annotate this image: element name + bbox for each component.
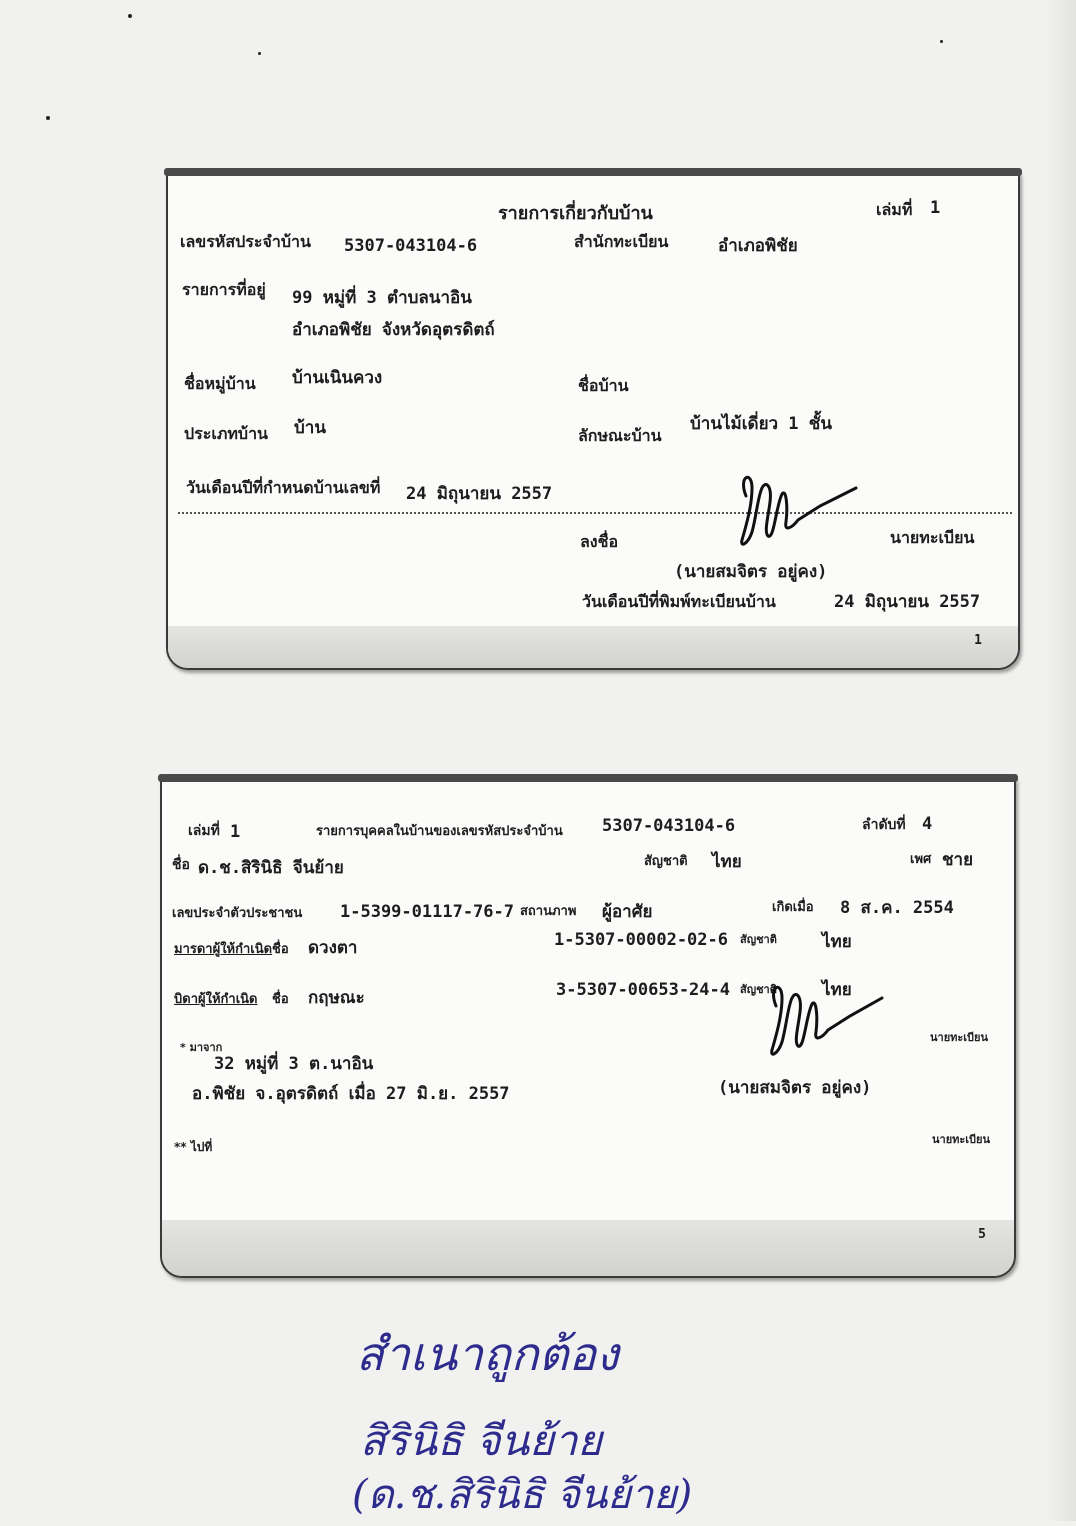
dotted-separator bbox=[178, 512, 1012, 514]
house-name-label: ชื่อบ้าน bbox=[578, 376, 629, 395]
moved-to-label: ** ไปที่ bbox=[174, 1140, 213, 1154]
house-type-label: ประเภทบ้าน bbox=[184, 424, 268, 443]
moved-from-line-2: อ.พิชัย จ.อุตรดิตถ์ เมื่อ 27 มิ.ย. 2557 bbox=[192, 1084, 510, 1104]
order-label: ลำดับที่ bbox=[862, 817, 906, 833]
registrar-name: (นายสมจิตร อยู่คง) bbox=[718, 1078, 872, 1098]
father-name: กฤษณะ bbox=[308, 988, 365, 1008]
paper-speck bbox=[940, 40, 943, 43]
father-name-label: ชื่อ bbox=[272, 992, 289, 1007]
house-number: 5307-043104-6 bbox=[602, 816, 736, 836]
name-label: ชื่อ bbox=[172, 857, 190, 873]
mother-name: ดวงตา bbox=[308, 938, 358, 958]
status: ผู้อาศัย bbox=[602, 902, 653, 922]
print-date: 24 มิถุนายน 2557 bbox=[834, 592, 981, 612]
village-label: ชื่อหมู่บ้าน bbox=[184, 374, 256, 393]
nationality: ไทย bbox=[712, 852, 742, 872]
registry-office-label: สำนักทะเบียน bbox=[574, 232, 669, 251]
mother-name-label: ชื่อ bbox=[272, 942, 289, 957]
house-style-label: ลักษณะบ้าน bbox=[578, 426, 662, 445]
print-date-label: วันเดือนปีที่พิมพ์ทะเบียนบ้าน bbox=[582, 592, 776, 611]
birth-date: 8 ส.ค. 2554 bbox=[840, 898, 954, 918]
registry-office: อำเภอพิชัย bbox=[718, 236, 798, 256]
father-nationality-label: สัญชาติ bbox=[740, 983, 777, 996]
sign-label: ลงชื่อ bbox=[580, 532, 619, 551]
mother-id: 1-5307-00002-02-6 bbox=[554, 930, 728, 950]
house-style: บ้านไม้เดี่ยว 1 ชั้น bbox=[690, 414, 832, 434]
book-number: 1 bbox=[930, 198, 941, 218]
assigned-date: 24 มิถุนายน 2557 bbox=[406, 484, 553, 504]
book-label: เล่มที่ bbox=[188, 823, 220, 839]
house-number-label: เลขรหัสประจำบ้าน bbox=[180, 232, 311, 251]
mother-nationality-label: สัญชาติ bbox=[740, 933, 777, 946]
registrar-label-2: นายทะเบียน bbox=[932, 1133, 991, 1146]
status-label: สถานภาพ bbox=[520, 904, 577, 919]
address-label: รายการที่อยู่ bbox=[182, 280, 266, 299]
book-number: 1 bbox=[230, 822, 241, 842]
page-number: 5 bbox=[978, 1227, 986, 1242]
house-number: 5307-043104-6 bbox=[344, 236, 478, 256]
house-details-card bbox=[166, 172, 1020, 670]
born-label: เกิดเมื่อ bbox=[772, 900, 814, 915]
mother-label: มารดาผู้ให้กำเนิด bbox=[174, 942, 273, 957]
nationality-label: สัญชาติ bbox=[644, 854, 688, 869]
house-card-title: รายการเกี่ยวกับบ้าน bbox=[498, 203, 653, 224]
moved-from-line-1: 32 หมู่ที่ 3 ต.นาอิน bbox=[214, 1054, 374, 1074]
person-details-card bbox=[160, 778, 1016, 1278]
village-name: บ้านเนินควง bbox=[292, 368, 383, 388]
paper-edge bbox=[1046, 0, 1076, 1521]
assigned-date-label: วันเดือนปีที่กำหนดบ้านเลขที่ bbox=[186, 478, 381, 497]
moved-from-label: * มาจาก bbox=[180, 1041, 223, 1054]
registrar-signature bbox=[728, 466, 868, 556]
father-nationality: ไทย bbox=[822, 980, 852, 1000]
house-type: บ้าน bbox=[294, 418, 326, 438]
id-label: เลขประจำตัวประชาชน bbox=[172, 906, 303, 921]
page-number: 1 bbox=[974, 633, 982, 648]
address-line-2: อำเภอพิชัย จังหวัดอุตรดิตถ์ bbox=[292, 320, 495, 340]
certified-copy-text: สำเนาถูกต้อง bbox=[356, 1327, 619, 1381]
card-top-strip bbox=[164, 168, 1022, 176]
father-label: บิดาผู้ให้กำเนิด bbox=[174, 992, 258, 1007]
card-top-strip bbox=[158, 774, 1018, 782]
book-label: เล่มที่ bbox=[876, 200, 913, 219]
citizen-id: 1-5399-01117-76-7 bbox=[340, 902, 514, 922]
mother-nationality: ไทย bbox=[822, 932, 852, 952]
address-line-1: 99 หมู่ที่ 3 ตำบลนาอิน bbox=[292, 288, 472, 308]
order-number: 4 bbox=[922, 814, 933, 834]
sex: ชาย bbox=[942, 850, 974, 870]
handwritten-signature-name: สิรินิธิ จีนย้าย bbox=[360, 1416, 603, 1465]
registrar-name: (นายสมจิตร อยู่คง) bbox=[674, 562, 828, 582]
registrar-signature bbox=[758, 976, 898, 1066]
card-footer bbox=[168, 626, 1018, 668]
father-id: 3-5307-00653-24-4 bbox=[556, 980, 730, 1000]
person-name: ด.ช.สิรินิธิ จีนย้าย bbox=[198, 858, 344, 878]
person-list-header: รายการบุคคลในบ้านของเลขรหัสประจำบ้าน bbox=[316, 824, 563, 839]
sex-label: เพศ bbox=[910, 852, 932, 867]
paper-speck bbox=[46, 116, 50, 120]
paper-speck bbox=[258, 52, 261, 55]
paper-speck bbox=[128, 14, 132, 18]
registrar-label: นายทะเบียน bbox=[930, 1031, 989, 1044]
registrar-label: นายทะเบียน bbox=[890, 528, 975, 547]
handwritten-printed-name: (ด.ช.สิรินิธิ จีนย้าย) bbox=[352, 1472, 693, 1518]
card-footer bbox=[162, 1220, 1014, 1276]
